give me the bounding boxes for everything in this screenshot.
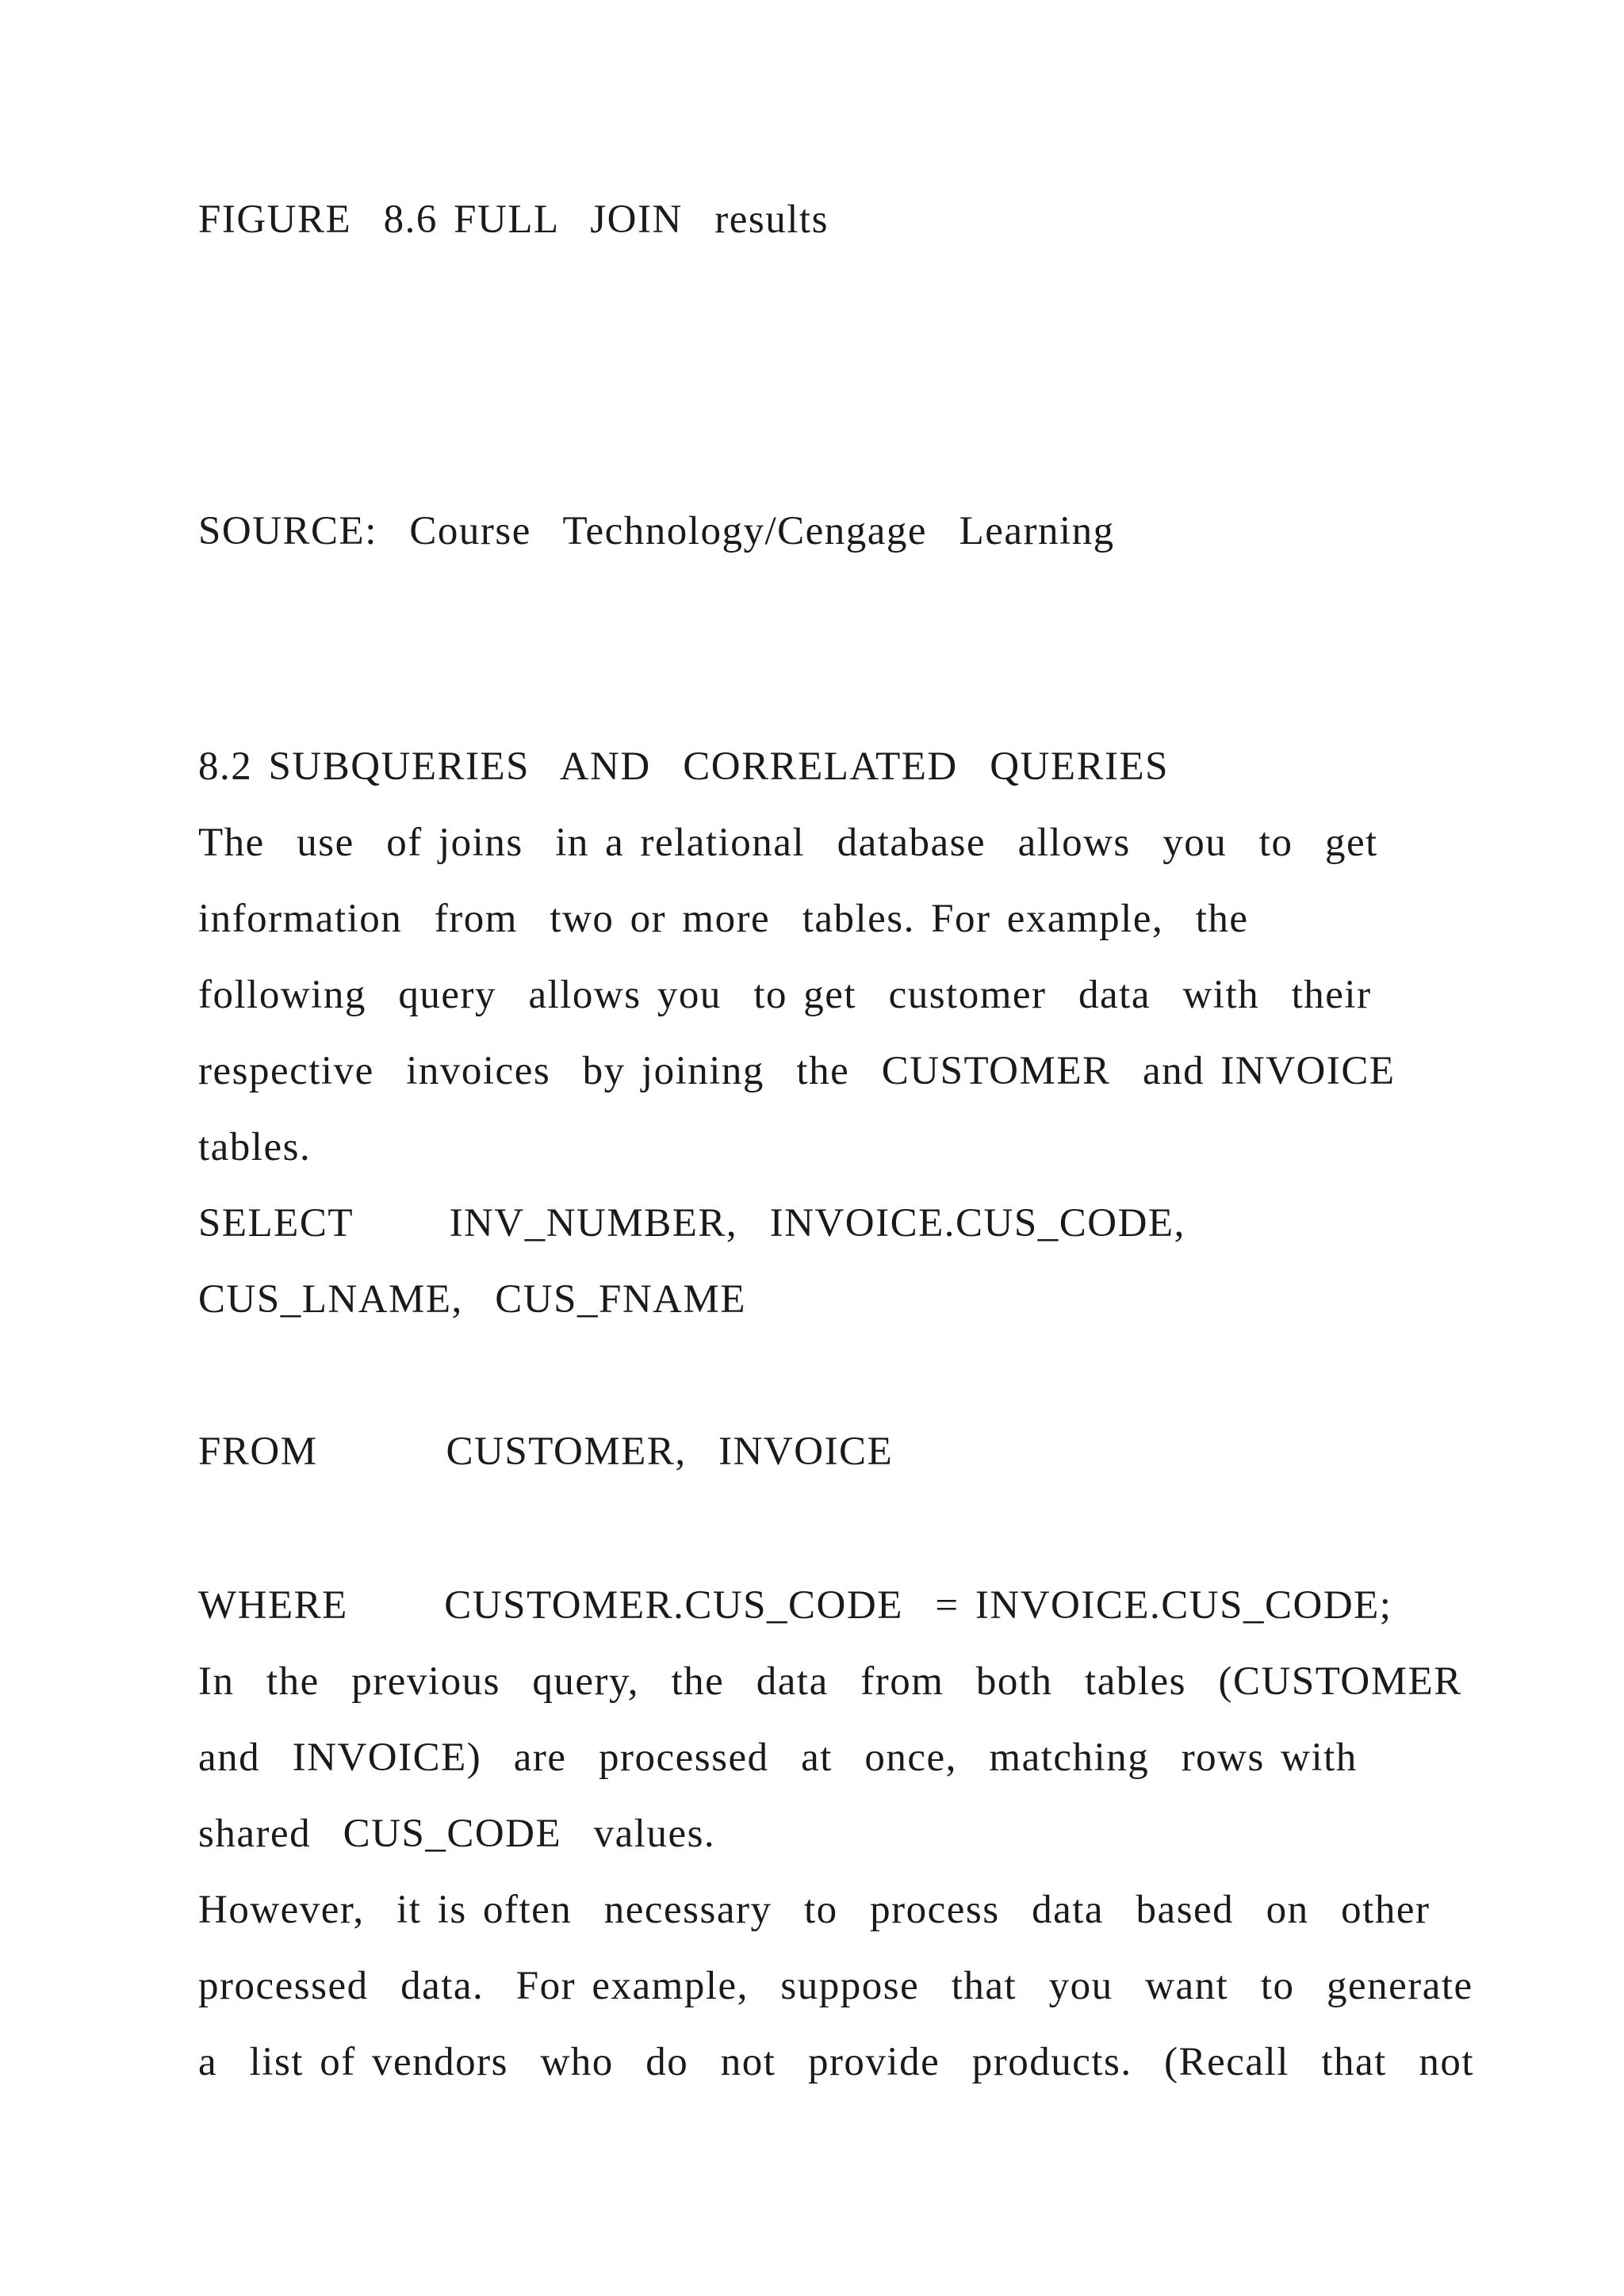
paragraph-line: tables.	[198, 1125, 312, 1169]
paragraph-line: following query allows you to get customer data with their	[198, 973, 1372, 1017]
paragraph-line: In the previous query, the data from both tables (CUSTOMER	[198, 1659, 1462, 1704]
section-heading: 8.2 SUBQUERIES AND CORRELATED QUERIES	[198, 744, 1170, 789]
paragraph-line: processed data. For example, suppose that you want to generate	[198, 1964, 1473, 2008]
sql-from-line: FROM CUSTOMER, INVOICE	[198, 1429, 894, 1474]
paragraph-line: However, it is often necessary to process data based on other	[198, 1888, 1431, 1932]
figure-caption: FIGURE 8.6 FULL JOIN results	[198, 197, 829, 242]
paragraph-line: a list of vendors who do not provide products. (Recall that not	[198, 2040, 1475, 2084]
figure-source: SOURCE: Course Technology/Cengage Learning	[198, 509, 1115, 553]
sql-select-line: SELECT INV_NUMBER, INVOICE.CUS_CODE,	[198, 1201, 1185, 1246]
paragraph-line: and INVOICE) are processed at once, matching rows with	[198, 1735, 1358, 1780]
paragraph-line: respective invoices by joining the CUSTOMER and INVOICE	[198, 1049, 1396, 1093]
paragraph-line: shared CUS_CODE values.	[198, 1812, 716, 1856]
paragraph-line: information from two or more tables. For example, the	[198, 897, 1249, 941]
paragraph-line: The use of joins in a relational database allows you to get	[198, 821, 1378, 865]
sql-where-line: WHERE CUSTOMER.CUS_CODE = INVOICE.CUS_CODE;	[198, 1583, 1392, 1628]
sql-select-continuation: CUS_LNAME, CUS_FNAME	[198, 1277, 747, 1322]
